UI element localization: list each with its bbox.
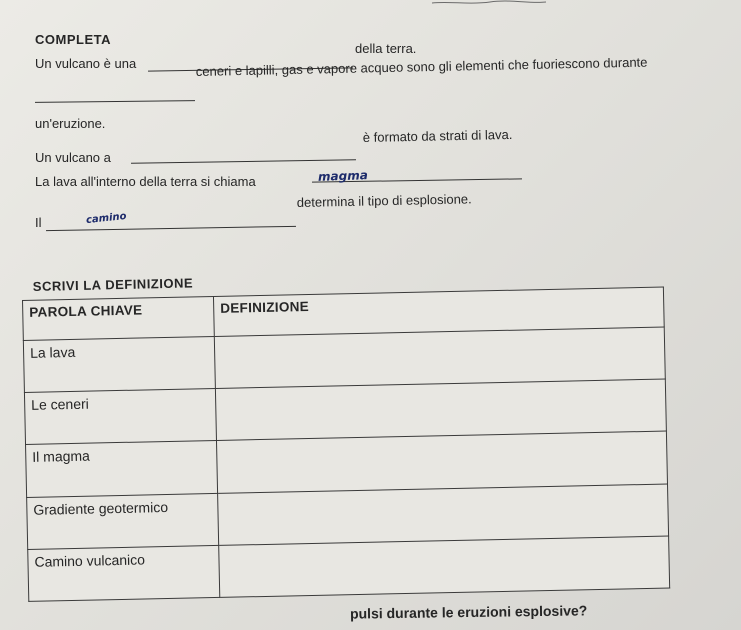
question-1-prefix: Un vulcano è una [35,56,137,71]
question-2-continuation: un'eruzione. [35,116,106,131]
question-3-suffix: è formato da strati di lava. [362,126,513,145]
question-5-suffix: determina il tipo di esplosione. [296,191,472,210]
exercise-title-completa: COMPLETA [35,32,111,47]
question-4-prefix: La lava all'interno della terra si chiama [35,174,256,189]
handwritten-answer-4: magma [317,168,369,184]
keyword-cell: Il magma [26,441,218,497]
definition-cell[interactable] [214,327,665,389]
definition-cell[interactable] [215,379,666,441]
definition-table [22,287,670,602]
header-definition: DEFINIZIONE [213,287,664,336]
definition-cell[interactable] [218,484,669,546]
question-1-suffix: della terra. [355,41,417,56]
definition-cell[interactable] [219,536,670,598]
question-5-prefix: Il [35,215,42,230]
keyword-cell: La lava [23,336,215,392]
pencil-scribble [430,0,550,10]
answer-blank-3 [131,159,356,164]
exercise-title-definizione: SCRIVI LA DEFINIZIONE [32,275,194,294]
keyword-cell: Le ceneri [24,389,216,445]
handwritten-answer-5: camino [85,210,127,227]
question-3-prefix: Un vulcano a [35,150,111,165]
answer-blank-5 [46,226,296,231]
answer-blank-2 [35,100,195,103]
keyword-cell: Camino vulcanico [28,545,220,601]
keyword-cell: Gradiente geotermico [27,493,219,549]
header-keyword: PAROLA CHIAVE [23,296,215,340]
next-question-partial: pulsi durante le eruzioni esplosive? [349,602,588,622]
definition-cell[interactable] [216,431,667,493]
question-2-suffix: ceneri e lapilli, gas e vapore acqueo sono gli elementi che fuoriescono durante [195,54,648,79]
